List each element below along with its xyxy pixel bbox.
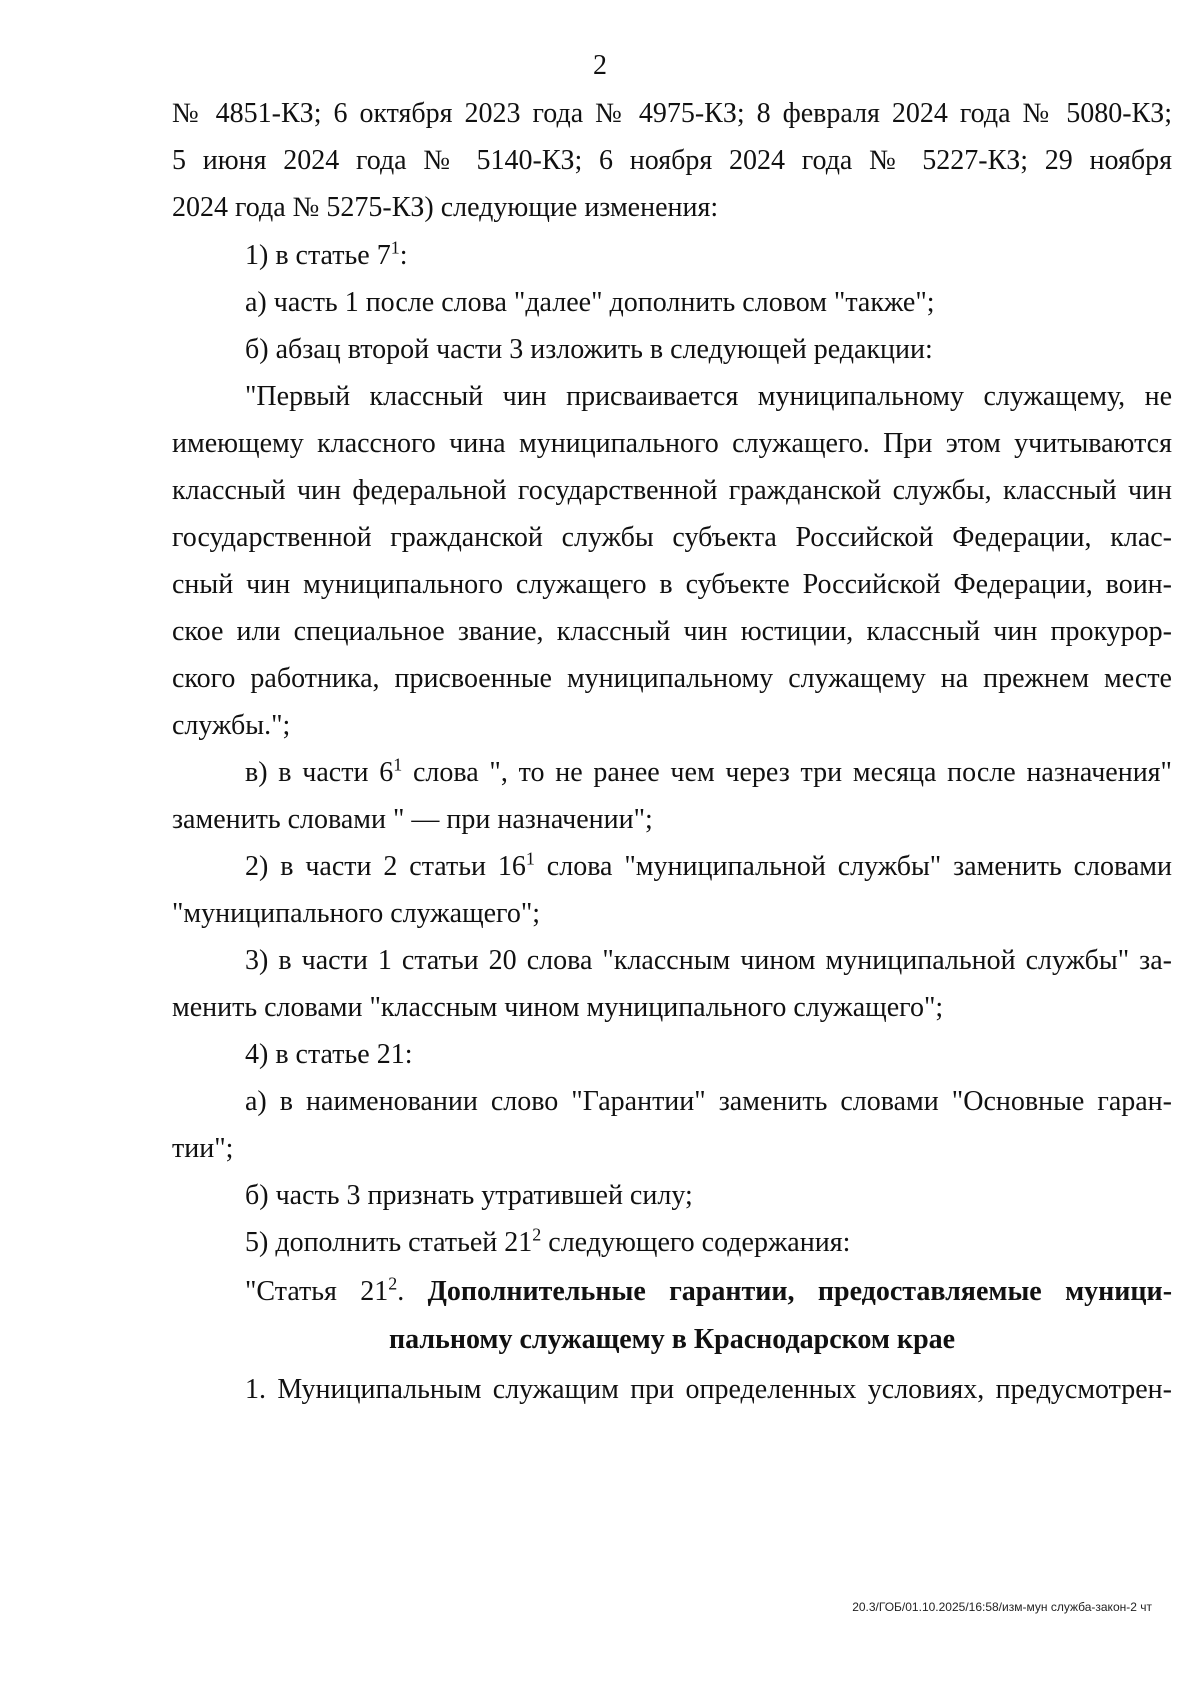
item-1b: б) абзац второй части 3 изложить в следующей редакции: (245, 334, 933, 365)
item-4: 4) в статье 21: (245, 1039, 413, 1070)
item-1v-cont: заменить словами " — при назначении"; (172, 804, 653, 835)
article-title-bold: Дополнительные гарантии, предоставляемые муници- (427, 1276, 1173, 1307)
text-line-2: 5 июня 2024 года № 5140-КЗ; 6 ноября 2024 года № 5227-КЗ; 29 ноября (172, 145, 1172, 176)
quote-line-2: имеющему классного чина муниципального служащего. При этом учитываются (172, 428, 1172, 459)
item-2-sup: 1 (525, 848, 535, 869)
item-2-cont: "муниципального служащего"; (172, 898, 541, 929)
item-1-text: 1) в статье 7 (245, 240, 391, 271)
item-1v (245, 753, 1172, 793)
item-5 (245, 1223, 1172, 1263)
article-paragraph-1: 1. Муниципальным служащим при определенных условиях, предусмотрен- (245, 1374, 1172, 1405)
quote-line-4: государственной гражданской службы субъекта Российской Федерации, клас- (172, 522, 1172, 553)
item-3: 3) в части 1 статьи 20 слова "классным чином муниципальной службы" за- (245, 945, 1172, 976)
item-1-colon: : (399, 240, 408, 271)
text-line-3: 2024 года № 5275-КЗ) следующие изменения: (172, 192, 719, 223)
item-1-sup: 1 (390, 237, 400, 258)
document-footer-code: 20.3/ГОБ/01.10.2025/16:58/изм-мун служба-закон-2 чт (852, 1600, 1152, 1614)
page-number: 2 (593, 50, 607, 81)
article-heading-line-1 (245, 1272, 1172, 1312)
item-1v-sup: 1 (393, 754, 403, 775)
item-1v-rest: слова ", то не ранее чем через три месяца после назначения" (402, 757, 1172, 788)
item-4b: б) часть 3 признать утратившей силу; (245, 1180, 693, 1211)
article-title-bold-cont: пальному служащему в Краснодарском крае (388, 1324, 956, 1355)
item-1a: а) часть 1 после слова "далее" дополнить словом "также"; (245, 287, 935, 318)
item-5-rest: следующего содержания: (541, 1227, 851, 1258)
article-label: "Статья 21 (245, 1276, 389, 1307)
text-line-1: № 4851-КЗ; 6 октября 2023 года № 4975-КЗ; 8 февраля 2024 года № 5080-КЗ; (172, 98, 1172, 129)
item-3-cont: менить словами "классным чином муниципального служащего"; (172, 992, 944, 1023)
item-2-rest: слова "муниципальной службы" заменить словами (534, 851, 1172, 882)
article-dot: . (397, 1276, 428, 1307)
article-heading-line-2 (172, 1320, 1172, 1360)
quote-line-5: сный чин муниципального служащего в субъекте Российской Федерации, воин- (172, 569, 1172, 600)
quote-line-6: ское или специальное звание, классный чин юстиции, классный чин прокурор- (172, 616, 1172, 647)
item-2-text: 2) в части 2 статьи 16 (245, 851, 526, 882)
item-1-article-7 (245, 236, 1172, 276)
quote-line-7: ского работника, присвоенные муниципальному служащему на прежнем месте (172, 663, 1172, 694)
item-1v-text: в) в части 6 (245, 757, 394, 788)
item-5-text: 5) дополнить статьей 21 (245, 1227, 533, 1258)
item-5-sup: 2 (532, 1224, 542, 1245)
item-4a-cont: тии"; (172, 1133, 234, 1164)
quote-line-8: службы."; (172, 710, 291, 741)
quote-line-3: классный чин федеральной государственной гражданской службы, классный чин (172, 475, 1172, 506)
article-sup: 2 (388, 1273, 398, 1294)
quote-line-1: "Первый классный чин присваивается муниципальному служащему, не (245, 381, 1172, 412)
item-2 (245, 847, 1172, 887)
item-4a: а) в наименовании слово "Гарантии" заменить словами "Основные гаран- (245, 1086, 1172, 1117)
